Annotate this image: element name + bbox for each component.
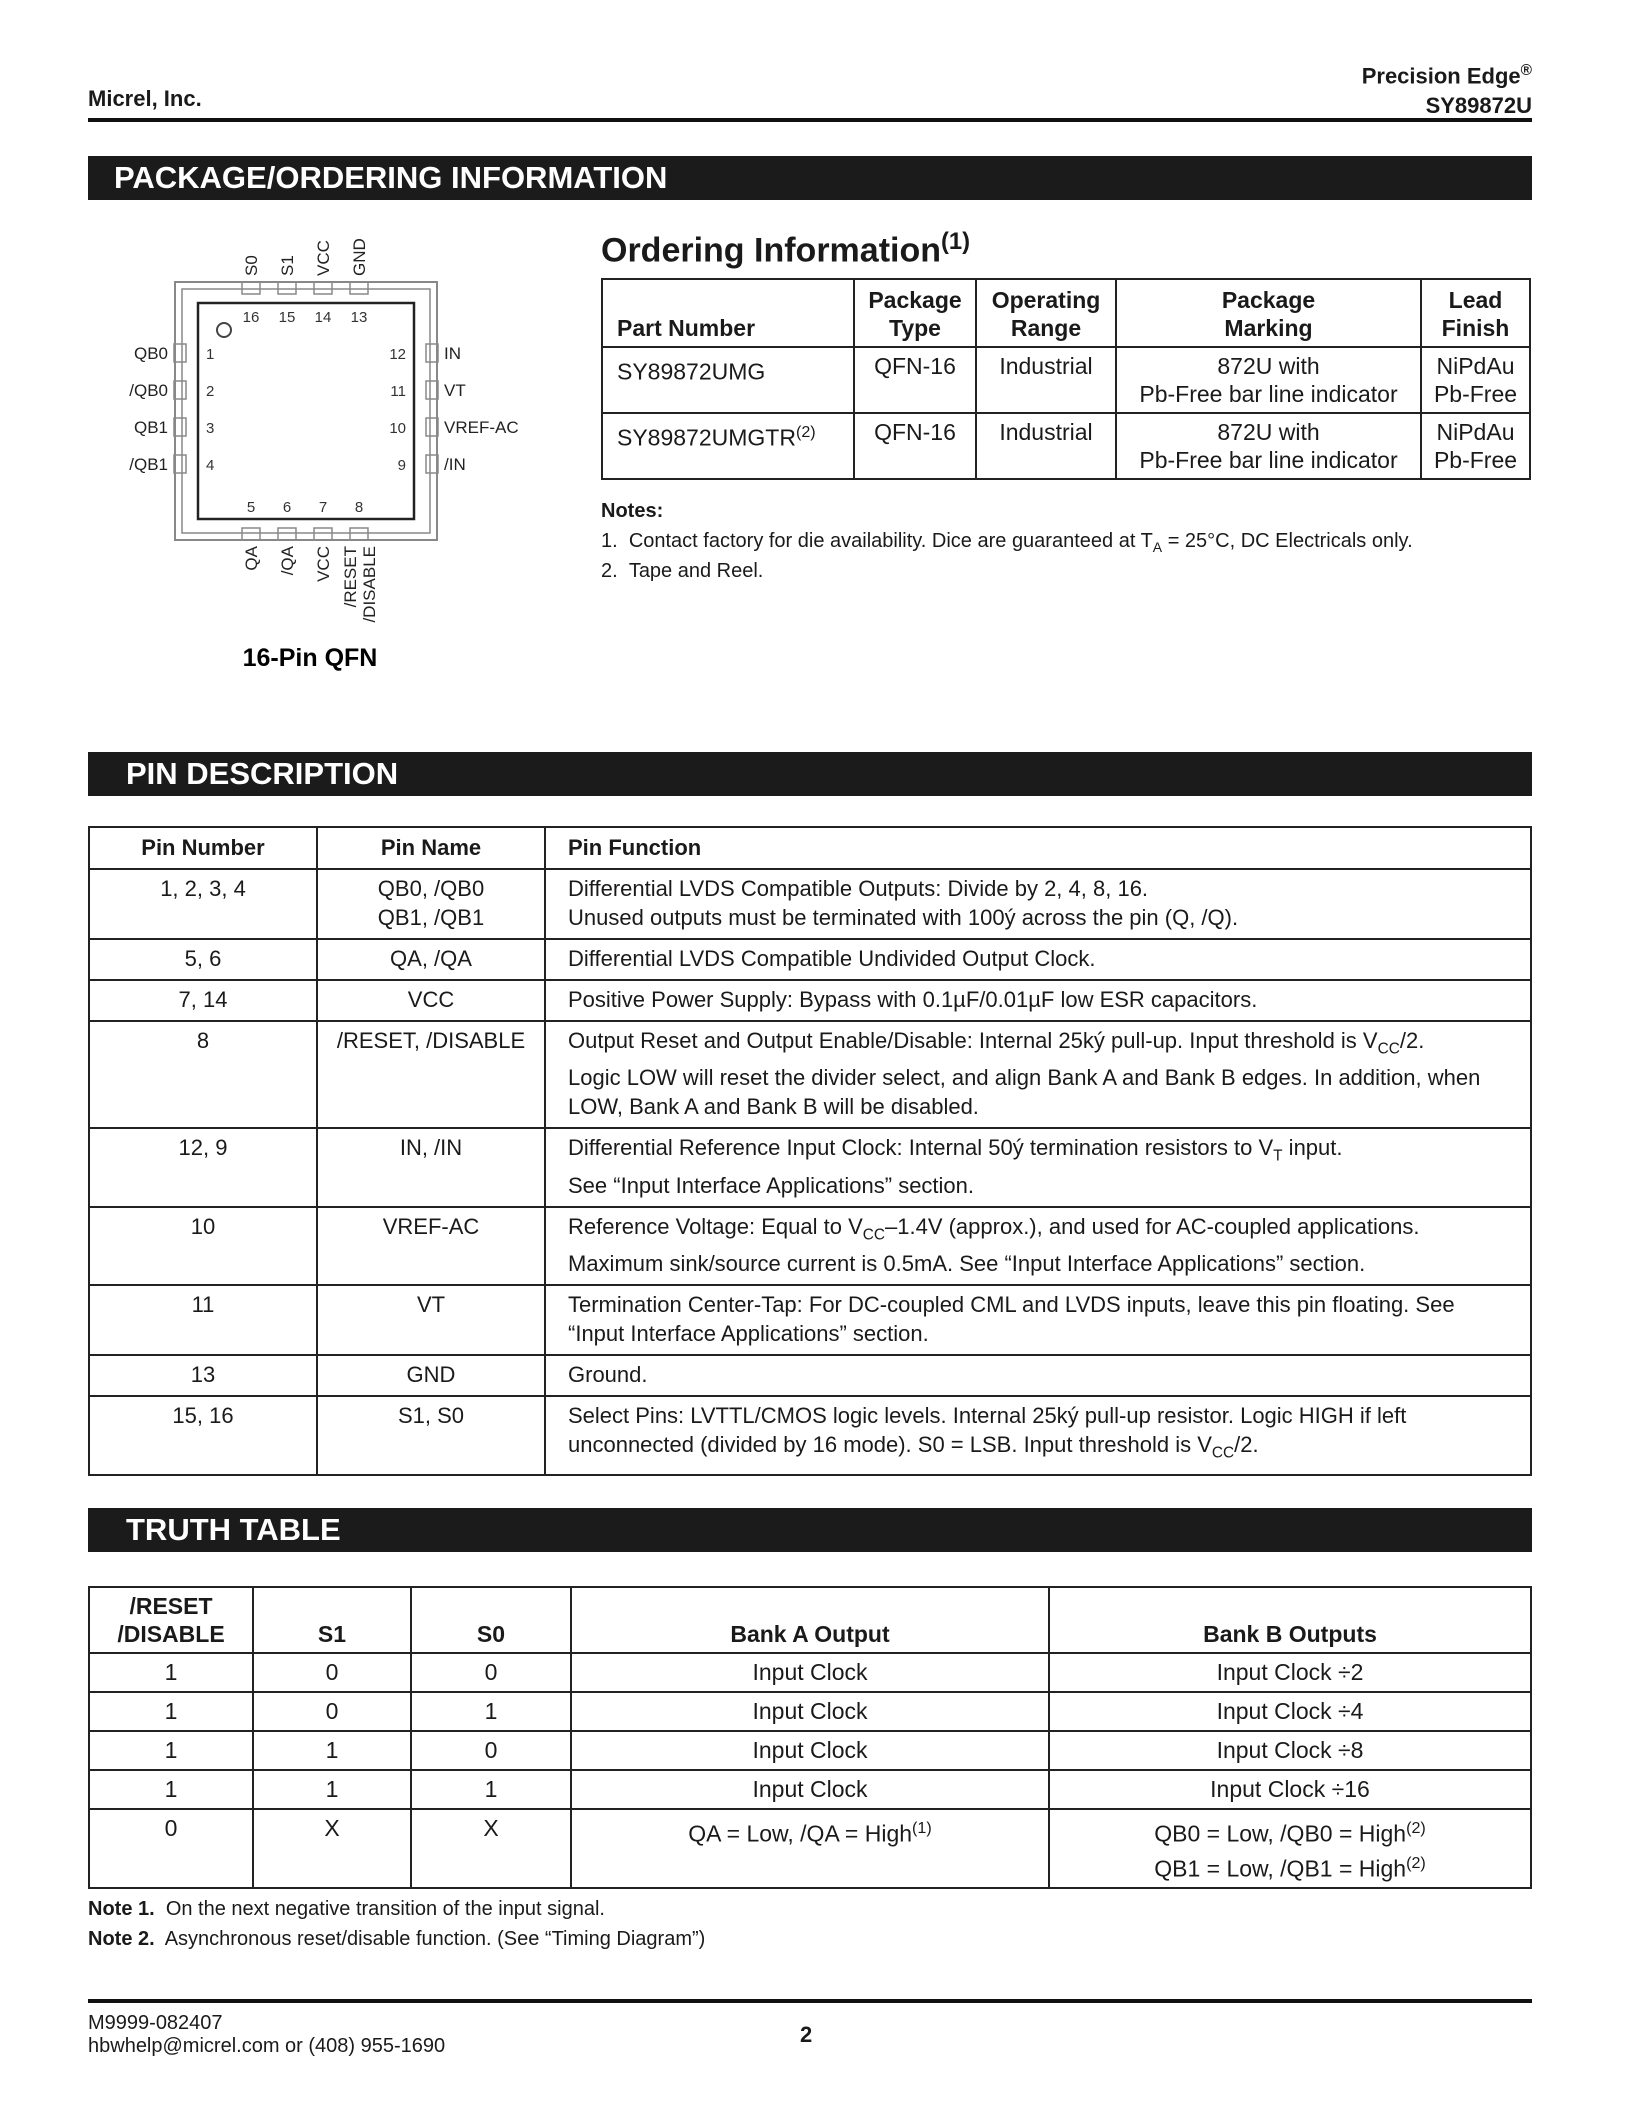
header-s1: S1	[253, 1587, 411, 1653]
pin-label: /IN	[444, 455, 466, 474]
section-pin-description: PIN DESCRIPTION	[88, 752, 1532, 796]
truth-row	[89, 1692, 1531, 1731]
pin-label: S1	[278, 255, 297, 276]
ordering-marking: 872U with Pb-Free bar line indicator	[1116, 413, 1421, 479]
pin-row	[89, 869, 1531, 939]
truth-row	[89, 1653, 1531, 1692]
section-package-ordering: PACKAGE/ORDERING INFORMATION	[88, 156, 1532, 200]
cell-s1: 0	[253, 1653, 411, 1692]
pin-number: 1	[206, 346, 215, 363]
qfn-package-diagram	[110, 220, 550, 680]
header-bank-b: Bank B Outputs	[1049, 1587, 1531, 1653]
pin-number: 15, 16	[89, 1396, 317, 1474]
pin-number: 3	[206, 420, 215, 437]
page-number: 2	[800, 2022, 813, 2047]
cell-reset: 1	[89, 1731, 253, 1770]
cell-bank-b: Input Clock ÷2	[1049, 1653, 1531, 1692]
pin-lead	[242, 282, 260, 294]
cell-s1: 1	[253, 1770, 411, 1809]
pin-function: Differential LVDS Compatible Undivided Output Clock.	[545, 939, 1531, 980]
cell-bank-a: Input Clock	[571, 1770, 1049, 1809]
pin-name: GND	[317, 1355, 545, 1396]
pin-function: Reference Voltage: Equal to $V_{CC}-1.4V$ (approx.), and used for AC-coupled applications. Maximum sink/source current is 0.5mA. See “Input Interface Applications” section.	[545, 1207, 1531, 1285]
header-reset-disable: /RESET /DISABLE	[89, 1587, 253, 1653]
ordering-part: SY89872UMGTR$^{(2)}$	[602, 413, 854, 479]
contact-info: hbwhelp@micrel.com or (408) 955-1690	[88, 2035, 446, 2057]
registered-mark: ®	[1520, 62, 1532, 79]
pin-number: 15	[278, 309, 296, 326]
truth-header-row	[89, 1587, 1531, 1653]
pin-function: Differential Reference Input Clock: Internal 50ý termination resistors to $V_T$ input. See “Input Interface Applications” section.	[545, 1128, 1531, 1206]
truth-row	[89, 1731, 1531, 1770]
pin-label: /QA	[278, 546, 297, 576]
pin-number: 13	[89, 1355, 317, 1396]
part-number: SY89872U	[1425, 93, 1532, 119]
truth-note-2: Note 2. Asynchronous reset/disable function. (See “Timing Diagram”)	[88, 1928, 706, 1950]
doc-number: M9999-082407	[88, 2012, 223, 2034]
pin-name: VCC	[317, 980, 545, 1021]
cell-s0: 1	[411, 1692, 571, 1731]
cell-s0: 1	[411, 1770, 571, 1809]
pin-name: /RESET, /DISABLE	[317, 1021, 545, 1128]
pin-function: Positive Power Supply: Bypass with 0.1µF/0.01µF low ESR capacitors.	[545, 980, 1531, 1021]
header-operating-range: Operating Range	[976, 279, 1116, 347]
pin-row	[89, 1396, 1531, 1474]
pin-number: 7	[318, 499, 328, 516]
header-part-number: Part Number	[602, 279, 854, 347]
ordering-notes-label: Notes:	[601, 500, 664, 522]
pin-number: 10	[389, 420, 406, 437]
pin-number: 2	[206, 383, 215, 400]
pin-lead	[350, 282, 368, 294]
header-pin-number: Pin Number	[89, 827, 317, 869]
pin-label: VT	[444, 381, 466, 400]
cell-bank-a: Input Clock	[571, 1731, 1049, 1770]
cell-reset: 1	[89, 1653, 253, 1692]
header-package-type: Package Type	[854, 279, 976, 347]
pin-number: 6	[282, 499, 292, 516]
pin-function: Differential LVDS Compatible Outputs: Divide by 2, 4, 8, 16. Unused outputs must be terminated with 100ý across the pin (Q, /Q).	[545, 869, 1531, 939]
product-line: Precision Edge	[1361, 63, 1521, 89]
truth-note-1: Note 1. On the next negative transition of the input signal.	[88, 1898, 605, 1920]
pin-row	[89, 1021, 1531, 1128]
pin-label: QB0	[133, 344, 168, 363]
pin-label: VCC	[314, 546, 333, 582]
pin-label: /RESET	[341, 546, 360, 608]
cell-bank-a: Input Clock	[571, 1653, 1049, 1692]
pin-label: S0	[242, 255, 261, 276]
pin-name: QB0, /QB0 QB1, /QB1	[317, 869, 545, 939]
pin-number: 12	[389, 346, 406, 363]
pin-header-row	[89, 827, 1531, 869]
cell-reset: 0	[89, 1809, 253, 1888]
ordering-table	[601, 278, 1531, 480]
pin-description-table	[88, 826, 1532, 1476]
pin-row	[89, 1207, 1531, 1285]
pin-function: Ground.	[545, 1355, 1531, 1396]
pin-lead	[314, 528, 332, 540]
cell-bank-b: QB0 = Low, /QB0 = High$^{(2)}$ QB1 = Low, /QB1 = High$^{(2)}$	[1049, 1809, 1531, 1888]
ordering-header-row	[602, 279, 1530, 347]
pin-number: 7, 14	[89, 980, 317, 1021]
pin-label: IN	[444, 344, 461, 363]
header-bank-a: Bank A Output	[571, 1587, 1049, 1653]
truth-row	[89, 1809, 1531, 1888]
ordering-marking: 872U with Pb-Free bar line indicator	[1116, 347, 1421, 413]
pin-row	[89, 1285, 1531, 1355]
cell-s1: 1	[253, 1731, 411, 1770]
pin-number: 16	[242, 309, 260, 326]
pin-row	[89, 1355, 1531, 1396]
ordering-note-2: 2. Tape and Reel.	[601, 560, 764, 582]
pin-lead	[278, 528, 296, 540]
cell-bank-a: QA = Low, /QA = High$^{(1)}$	[571, 1809, 1049, 1888]
pin-leads	[129, 238, 518, 622]
pin-number: 11	[390, 383, 406, 400]
cell-reset: 1	[89, 1692, 253, 1731]
cell-bank-a: Input Clock	[571, 1692, 1049, 1731]
ordering-finish: NiPdAu Pb-Free	[1421, 413, 1530, 479]
truth-table	[88, 1586, 1532, 1889]
pin-label: /DISABLE	[360, 546, 379, 623]
header-pin-function: Pin Function	[545, 827, 1531, 869]
ordering-note-1: 1. Contact factory for die availability. Dice are guaranteed at $T_A = 25^\circ C$, DC Electricals only.	[601, 530, 1413, 555]
ordering-type: QFN-16	[854, 347, 976, 413]
pin-number: 9	[397, 457, 406, 474]
pin-label: QA	[242, 546, 261, 571]
pin-row	[89, 980, 1531, 1021]
ordering-row	[602, 347, 1530, 413]
pin-number: 12, 9	[89, 1128, 317, 1206]
pin-label: /QB1	[129, 455, 168, 474]
pin-number: 10	[89, 1207, 317, 1285]
package-caption: 16-Pin QFN	[242, 644, 378, 672]
pin-row	[89, 939, 1531, 980]
pin-lead	[278, 282, 296, 294]
pin-number: 14	[314, 309, 332, 326]
ordering-range: Industrial	[976, 347, 1116, 413]
section-truth-table: TRUTH TABLE	[88, 1508, 1532, 1552]
cell-bank-b: Input Clock ÷16	[1049, 1770, 1531, 1809]
pin-lead	[242, 528, 260, 540]
cell-reset: 1	[89, 1770, 253, 1809]
pin-number: 4	[206, 457, 215, 474]
ordering-title-text: Ordering Information	[601, 231, 941, 270]
cell-s0: 0	[411, 1653, 571, 1692]
header-rule	[88, 118, 1532, 122]
cell-s1: X	[253, 1809, 411, 1888]
pin-name: VREF-AC	[317, 1207, 545, 1285]
pin-number: 5	[246, 499, 256, 516]
pin-name: VT	[317, 1285, 545, 1355]
cell-s0: X	[411, 1809, 571, 1888]
ordering-part: SY89872UMG	[602, 347, 854, 413]
pin-label: /QB0	[129, 381, 168, 400]
pin-lead	[350, 528, 368, 540]
pin-number: 11	[89, 1285, 317, 1355]
header-right	[1362, 56, 1532, 121]
header-pin-name: Pin Name	[317, 827, 545, 869]
pin-function: Termination Center-Tap: For DC-coupled CML and LVDS inputs, leave this pin floating. See “Input Interface Applications” section.	[545, 1285, 1531, 1355]
pin-number: 5, 6	[89, 939, 317, 980]
pin-label: GND	[350, 238, 369, 276]
cell-s1: 0	[253, 1692, 411, 1731]
pin-name: S1, S0	[317, 1396, 545, 1474]
cell-s0: 0	[411, 1731, 571, 1770]
ordering-type: QFN-16	[854, 413, 976, 479]
pin-number: 8	[354, 499, 364, 516]
truth-row	[89, 1770, 1531, 1809]
pin-name: QA, /QA	[317, 939, 545, 980]
footer-info	[88, 2012, 445, 2058]
ordering-finish: NiPdAu Pb-Free	[1421, 347, 1530, 413]
pin-name: IN, /IN	[317, 1128, 545, 1206]
ordering-title-note: (1)	[941, 228, 971, 255]
cell-bank-b: Input Clock ÷8	[1049, 1731, 1531, 1770]
footer-rule	[88, 1999, 1532, 2003]
pin-row	[89, 1128, 1531, 1206]
ordering-row	[602, 413, 1530, 479]
pin-function: Select Pins: LVTTL/CMOS logic levels. Internal 25ký pull-up resistor. Logic HIGH if left unconnected (divided by 16 mode). S0 = LSB. Input threshold is $V_{CC}/2$.	[545, 1396, 1531, 1474]
header-lead-finish: Lead Finish	[1421, 279, 1530, 347]
pin-number: 13	[350, 309, 368, 326]
pin-function: Output Reset and Output Enable/Disable: Internal 25ký pull-up. Input threshold is $V_{CC}/2$. Logic LOW will reset the divider select, and align Bank A and Bank B edges. In addition, when LOW, Bank A and Bank B will be disabled.	[545, 1021, 1531, 1128]
ordering-range: Industrial	[976, 413, 1116, 479]
cell-bank-b: Input Clock ÷4	[1049, 1692, 1531, 1731]
pin-label: VREF-AC	[444, 418, 519, 437]
company-name: Micrel, Inc.	[88, 86, 202, 111]
pin-number: 1, 2, 3, 4	[89, 869, 317, 939]
pin-label: QB1	[133, 418, 168, 437]
pin-label: VCC	[314, 240, 333, 276]
pin-number: 8	[89, 1021, 317, 1128]
ordering-title	[601, 228, 970, 270]
header-s0: S0	[411, 1587, 571, 1653]
header-package-marking: Package Marking	[1116, 279, 1421, 347]
pin-lead	[314, 282, 332, 294]
